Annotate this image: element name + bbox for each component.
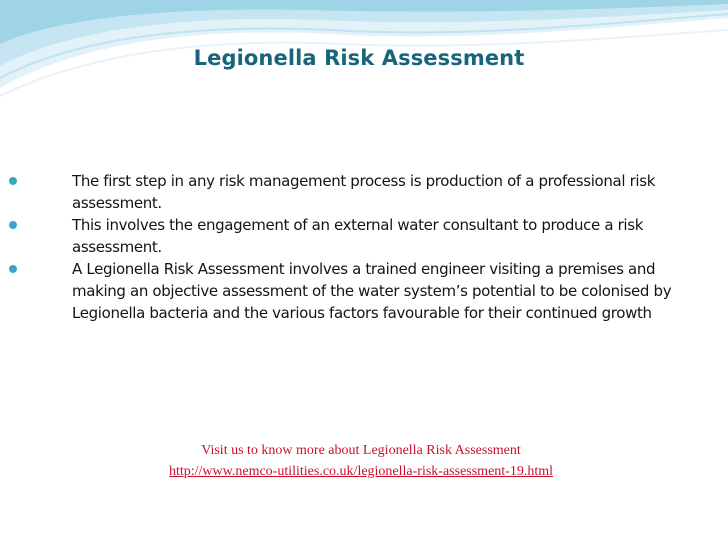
bullet-text: A Legionella Risk Assessment involves a trained engineer visiting a premises and making an objective assessment of the water system’s potential to be colonised by Legionella bacteria and the various factors favourable for their continued growth (72, 260, 672, 322)
bullet-text: This involves the engagement of an external water consultant to produce a risk assessment. (72, 216, 644, 256)
bullet-item (0, 214, 728, 258)
bullet-text: The first step in any risk management process is production of a professional risk assessment. (72, 172, 656, 212)
bullet-dot-icon (9, 265, 17, 273)
bullet-dot-icon (9, 177, 17, 185)
footer-visit-text: Visit us to know more about Legionella Risk Assessment (201, 443, 521, 458)
bullet-item (0, 170, 728, 214)
bullet-list (0, 170, 728, 324)
footer-link[interactable]: http://www.nemco-utilities.co.uk/legionella-risk-assessment-19.html (168, 464, 554, 479)
bullet-item (0, 258, 728, 324)
slide-title: Legionella Risk Assessment (193, 46, 525, 70)
footer-promo (0, 440, 728, 482)
bullet-dot-icon (9, 221, 17, 229)
